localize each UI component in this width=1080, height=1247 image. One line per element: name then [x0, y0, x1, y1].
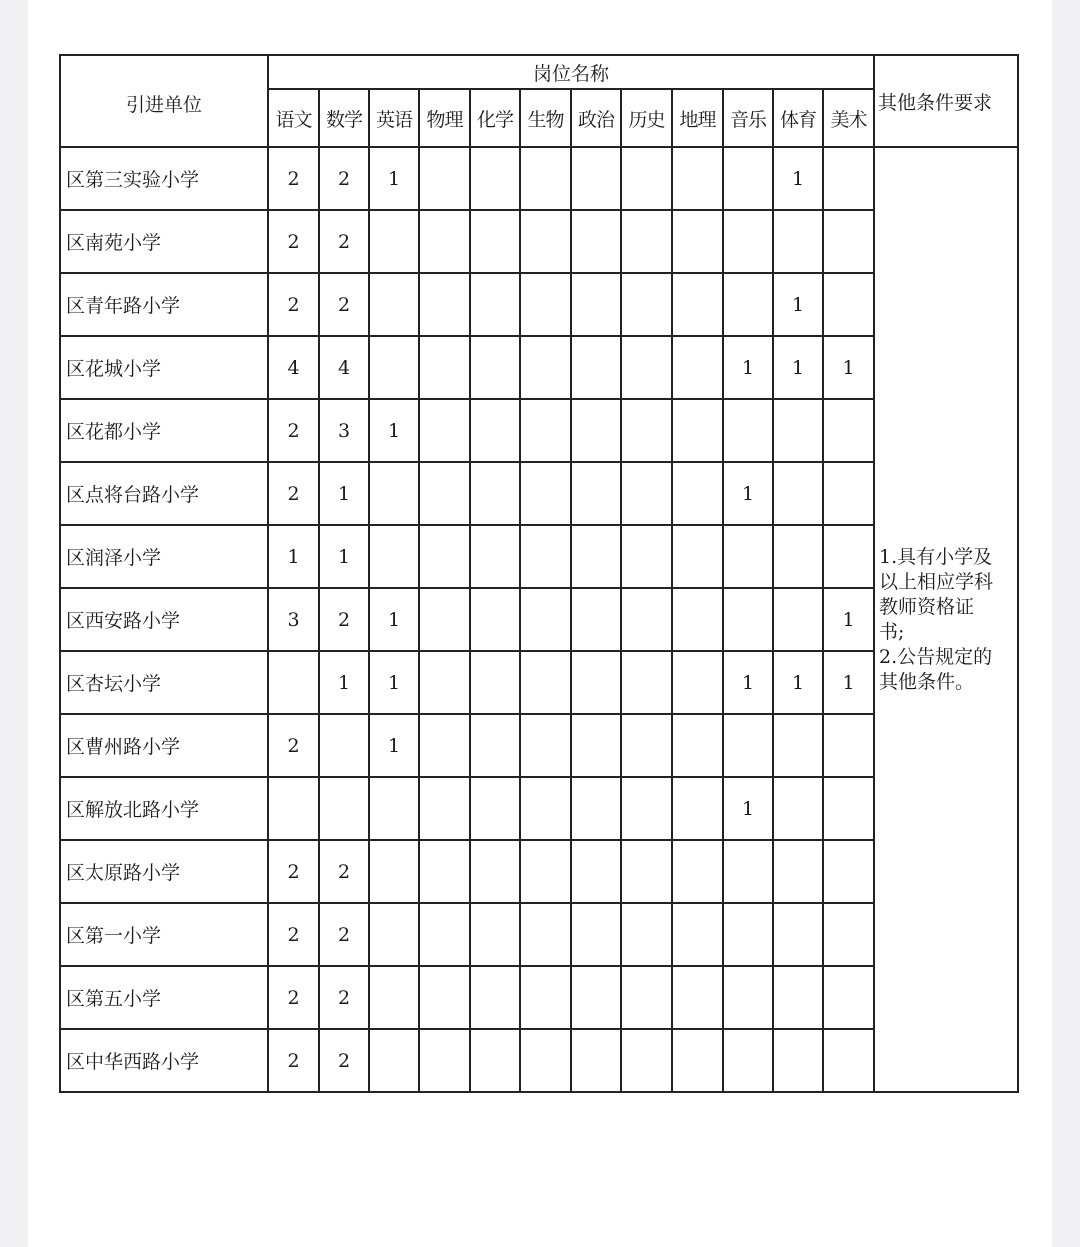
quota-cell — [621, 336, 672, 399]
quota-cell: 2 — [319, 588, 369, 651]
unit-header: 引进单位 — [60, 55, 268, 147]
quota-cell: 1 — [369, 588, 419, 651]
quota-cell — [823, 714, 874, 777]
quota-cell — [571, 336, 621, 399]
quota-cell — [470, 651, 520, 714]
quota-cell — [419, 840, 470, 903]
quota-cell — [470, 273, 520, 336]
quota-cell: 1 — [369, 714, 419, 777]
quota-cell — [571, 462, 621, 525]
quota-cell — [419, 777, 470, 840]
quota-cell — [369, 1029, 419, 1092]
quota-cell: 4 — [268, 336, 319, 399]
quota-cell — [470, 1029, 520, 1092]
quota-cell — [419, 147, 470, 210]
quota-cell: 1 — [773, 273, 823, 336]
quota-cell — [621, 525, 672, 588]
quota-cell — [520, 336, 571, 399]
quota-cell: 2 — [268, 147, 319, 210]
unit-name-cell: 区第一小学 — [60, 903, 268, 966]
quota-cell — [520, 903, 571, 966]
quota-cell — [369, 210, 419, 273]
quota-cell — [823, 777, 874, 840]
unit-name-cell: 区解放北路小学 — [60, 777, 268, 840]
quota-cell — [773, 714, 823, 777]
subject-header: 语文 — [268, 89, 319, 147]
quota-cell — [773, 399, 823, 462]
quota-cell — [520, 273, 571, 336]
quota-cell — [621, 147, 672, 210]
subject-header: 物理 — [419, 89, 470, 147]
quota-cell — [470, 399, 520, 462]
quota-cell — [419, 651, 470, 714]
recruitment-table — [59, 54, 1019, 1093]
subject-header: 政治 — [571, 89, 621, 147]
subject-header: 美术 — [823, 89, 874, 147]
unit-name-cell: 区花都小学 — [60, 399, 268, 462]
quota-cell — [672, 651, 723, 714]
quota-cell: 1 — [823, 588, 874, 651]
quota-cell — [672, 336, 723, 399]
quota-cell — [571, 273, 621, 336]
subject-header: 体育 — [773, 89, 823, 147]
quota-cell — [470, 966, 520, 1029]
quota-cell — [621, 966, 672, 1029]
quota-cell — [571, 588, 621, 651]
quota-cell — [723, 147, 773, 210]
quota-cell — [823, 966, 874, 1029]
conditions-cell — [874, 147, 1018, 1092]
quota-cell — [773, 1029, 823, 1092]
quota-cell: 2 — [319, 966, 369, 1029]
quota-cell — [823, 462, 874, 525]
quota-cell: 2 — [268, 1029, 319, 1092]
quota-cell: 1 — [369, 147, 419, 210]
conditions-line: 以上相应学科 — [879, 570, 994, 593]
quota-cell — [723, 399, 773, 462]
unit-name-cell: 区润泽小学 — [60, 525, 268, 588]
quota-cell: 2 — [268, 714, 319, 777]
quota-cell — [419, 1029, 470, 1092]
unit-name-cell: 区花城小学 — [60, 336, 268, 399]
subject-header: 化学 — [470, 89, 520, 147]
quota-cell — [520, 714, 571, 777]
quota-cell — [571, 147, 621, 210]
quota-cell: 1 — [823, 336, 874, 399]
quota-cell — [773, 210, 823, 273]
quota-cell: 1 — [319, 462, 369, 525]
quota-cell — [621, 273, 672, 336]
quota-cell — [419, 210, 470, 273]
quota-cell — [470, 462, 520, 525]
quota-cell — [571, 714, 621, 777]
quota-cell: 1 — [268, 525, 319, 588]
unit-name-cell: 区太原路小学 — [60, 840, 268, 903]
quota-cell — [621, 651, 672, 714]
quota-cell — [520, 399, 571, 462]
quota-cell — [621, 840, 672, 903]
quota-cell — [621, 714, 672, 777]
quota-cell: 2 — [268, 966, 319, 1029]
quota-cell — [672, 147, 723, 210]
unit-name-cell: 区青年路小学 — [60, 273, 268, 336]
quota-cell — [571, 777, 621, 840]
quota-cell — [621, 462, 672, 525]
quota-cell — [672, 399, 723, 462]
quota-cell — [773, 525, 823, 588]
quota-cell — [470, 210, 520, 273]
quota-cell — [419, 525, 470, 588]
quota-cell: 1 — [723, 336, 773, 399]
quota-cell — [470, 525, 520, 588]
quota-cell — [419, 903, 470, 966]
quota-cell — [823, 1029, 874, 1092]
quota-cell — [470, 714, 520, 777]
quota-cell — [419, 966, 470, 1029]
quota-cell — [369, 462, 419, 525]
quota-cell: 1 — [773, 147, 823, 210]
quota-cell — [723, 210, 773, 273]
quota-cell — [520, 966, 571, 1029]
quota-cell — [723, 966, 773, 1029]
quota-cell — [571, 1029, 621, 1092]
subject-header: 英语 — [369, 89, 419, 147]
quota-cell — [723, 903, 773, 966]
quota-cell — [470, 588, 520, 651]
quota-cell — [723, 588, 773, 651]
unit-name-cell: 区第三实验小学 — [60, 147, 268, 210]
quota-cell — [319, 777, 369, 840]
quota-cell — [419, 588, 470, 651]
quota-cell — [520, 147, 571, 210]
document-page — [28, 0, 1052, 1247]
quota-cell — [369, 903, 419, 966]
quota-cell: 2 — [268, 462, 319, 525]
quota-cell: 1 — [823, 651, 874, 714]
quota-cell — [571, 210, 621, 273]
quota-cell — [621, 903, 672, 966]
quota-cell: 2 — [268, 210, 319, 273]
quota-cell — [823, 840, 874, 903]
quota-cell: 2 — [319, 210, 369, 273]
quota-cell — [268, 777, 319, 840]
quota-cell: 2 — [319, 273, 369, 336]
quota-cell — [723, 840, 773, 903]
quota-cell — [672, 714, 723, 777]
subject-header: 地理 — [672, 89, 723, 147]
quota-cell: 4 — [319, 336, 369, 399]
quota-cell: 2 — [319, 840, 369, 903]
quota-cell: 3 — [319, 399, 369, 462]
quota-cell — [319, 714, 369, 777]
quota-cell — [369, 777, 419, 840]
subject-header: 生物 — [520, 89, 571, 147]
subject-header: 音乐 — [723, 89, 773, 147]
unit-name-cell: 区杏坛小学 — [60, 651, 268, 714]
quota-cell — [419, 399, 470, 462]
quota-cell — [823, 147, 874, 210]
subject-header: 历史 — [621, 89, 672, 147]
quota-cell — [723, 525, 773, 588]
quota-cell — [723, 714, 773, 777]
quota-cell — [419, 714, 470, 777]
quota-cell — [369, 525, 419, 588]
quota-cell: 2 — [268, 399, 319, 462]
quota-cell — [823, 273, 874, 336]
quota-cell — [520, 525, 571, 588]
quota-cell — [672, 1029, 723, 1092]
quota-cell: 1 — [723, 651, 773, 714]
quota-cell: 1 — [319, 525, 369, 588]
quota-cell: 2 — [319, 903, 369, 966]
quota-cell — [773, 966, 823, 1029]
quota-cell — [470, 336, 520, 399]
conditions-line: 2.公告规定的 — [879, 645, 993, 668]
conditions-header: 其他条件要求 — [874, 55, 1018, 147]
unit-name-cell: 区中华西路小学 — [60, 1029, 268, 1092]
quota-cell — [419, 462, 470, 525]
quota-cell — [369, 336, 419, 399]
quota-cell — [823, 903, 874, 966]
quota-cell — [672, 966, 723, 1029]
quota-cell — [571, 966, 621, 1029]
quota-cell — [520, 777, 571, 840]
quota-cell: 2 — [268, 903, 319, 966]
quota-cell: 1 — [319, 651, 369, 714]
quota-cell — [773, 903, 823, 966]
quota-cell: 1 — [773, 651, 823, 714]
quota-cell — [571, 840, 621, 903]
conditions-line: 教师资格证 — [879, 595, 975, 618]
unit-name-cell: 区南苑小学 — [60, 210, 268, 273]
quota-cell — [621, 777, 672, 840]
quota-cell — [571, 651, 621, 714]
quota-cell — [672, 840, 723, 903]
quota-cell — [773, 588, 823, 651]
quota-cell: 2 — [319, 147, 369, 210]
quota-cell — [520, 210, 571, 273]
quota-cell — [268, 651, 319, 714]
quota-cell — [773, 462, 823, 525]
quota-cell — [571, 525, 621, 588]
quota-cell — [672, 903, 723, 966]
unit-name-cell: 区点将台路小学 — [60, 462, 268, 525]
quota-cell: 2 — [319, 1029, 369, 1092]
quota-cell: 1 — [723, 777, 773, 840]
quota-cell — [672, 588, 723, 651]
quota-cell — [520, 588, 571, 651]
quota-cell — [369, 966, 419, 1029]
quota-cell — [520, 1029, 571, 1092]
quota-cell: 1 — [369, 651, 419, 714]
quota-cell — [723, 273, 773, 336]
quota-cell — [672, 273, 723, 336]
quota-cell — [621, 210, 672, 273]
quota-cell — [672, 210, 723, 273]
quota-cell: 2 — [268, 273, 319, 336]
quota-cell: 1 — [773, 336, 823, 399]
quota-cell — [470, 903, 520, 966]
quota-cell — [621, 1029, 672, 1092]
quota-cell — [621, 588, 672, 651]
conditions-line: 书; — [879, 620, 905, 643]
quota-cell — [470, 777, 520, 840]
quota-cell: 1 — [723, 462, 773, 525]
quota-cell — [470, 147, 520, 210]
quota-cell — [621, 399, 672, 462]
quota-cell — [773, 840, 823, 903]
quota-cell: 3 — [268, 588, 319, 651]
quota-cell — [571, 399, 621, 462]
quota-cell — [672, 525, 723, 588]
table-row — [60, 147, 1018, 210]
quota-cell — [369, 840, 419, 903]
quota-cell — [823, 210, 874, 273]
quota-cell — [520, 462, 571, 525]
quota-cell — [520, 651, 571, 714]
conditions-line: 1.具有小学及 — [879, 545, 993, 568]
unit-name-cell: 区曹州路小学 — [60, 714, 268, 777]
quota-cell — [470, 840, 520, 903]
quota-cell — [419, 273, 470, 336]
quota-cell — [369, 273, 419, 336]
quota-cell — [571, 903, 621, 966]
conditions-line: 其他条件。 — [879, 670, 975, 693]
quota-cell: 2 — [268, 840, 319, 903]
quota-cell — [723, 1029, 773, 1092]
unit-name-cell: 区第五小学 — [60, 966, 268, 1029]
unit-name-cell: 区西安路小学 — [60, 588, 268, 651]
quota-cell — [672, 462, 723, 525]
quota-cell — [823, 525, 874, 588]
quota-cell — [419, 336, 470, 399]
subject-header: 数学 — [319, 89, 369, 147]
quota-cell — [672, 777, 723, 840]
quota-cell: 1 — [369, 399, 419, 462]
quota-cell — [520, 840, 571, 903]
position-header: 岗位名称 — [268, 55, 874, 89]
quota-cell — [773, 777, 823, 840]
quota-cell — [823, 399, 874, 462]
